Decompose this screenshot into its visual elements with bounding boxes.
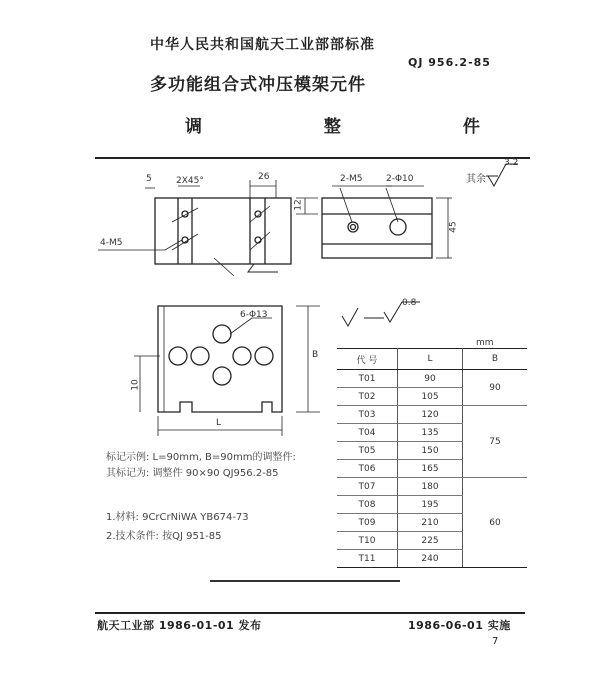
effective-date: 1986-06-01 实施 — [408, 619, 511, 632]
specification-table — [337, 348, 527, 568]
note-material: 1.材料: 9CrCrNiWA YB674-73 — [106, 512, 249, 523]
cell-b: 90 — [463, 370, 528, 406]
issuing-organization: 中华人民共和国航天工业部部标准 — [150, 37, 375, 53]
part-name: 调 整 件 — [185, 117, 538, 137]
cell-code: T04 — [337, 424, 398, 442]
cell-b: 75 — [463, 406, 528, 478]
label-6-phi13: 6-Φ13 — [240, 310, 268, 320]
label-2-m5: 2-M5 — [340, 174, 363, 184]
label-4-m5: 4-M5 — [100, 238, 123, 248]
surface-note: 其余 — [466, 174, 486, 185]
cell-code: T01 — [337, 370, 398, 388]
col-code-header: 代 号 — [337, 349, 398, 370]
cell-l: 90 — [398, 370, 463, 388]
dim-b: B — [312, 350, 319, 360]
dim-45: 45 — [448, 221, 459, 233]
table-row — [337, 406, 527, 424]
table-header-row — [337, 349, 527, 370]
cell-code: T05 — [337, 442, 398, 460]
note-technical-conditions: 2.技术条件: 按QJ 951-85 — [106, 531, 222, 542]
cell-l: 150 — [398, 442, 463, 460]
issue-date: 航天工业部 1986-01-01 发布 — [97, 619, 262, 632]
cell-code: T11 — [337, 550, 398, 568]
cell-code: T09 — [337, 514, 398, 532]
unit-label: mm — [476, 338, 494, 348]
table-row — [337, 478, 527, 496]
middle-rule — [210, 580, 400, 582]
cell-code: T10 — [337, 532, 398, 550]
cell-code: T06 — [337, 460, 398, 478]
dim-l: L — [216, 418, 222, 428]
table-row — [337, 370, 527, 388]
dim-26: 26 — [258, 172, 270, 182]
cell-code: T02 — [337, 388, 398, 406]
cell-l: 135 — [398, 424, 463, 442]
cell-l: 240 — [398, 550, 463, 568]
standard-code: QJ 956.2-85 — [408, 56, 491, 69]
cell-l: 195 — [398, 496, 463, 514]
col-b-header: B — [463, 349, 528, 370]
side-view — [293, 186, 452, 258]
dim-chamfer: 2X45° — [176, 176, 204, 186]
page-number: 7 — [492, 636, 499, 647]
cell-l: 180 — [398, 478, 463, 496]
plan-view — [134, 306, 320, 436]
dim-10: 10 — [130, 379, 141, 391]
roughness-3-2: 3.2 — [504, 158, 519, 168]
label-2-phi10: 2-Φ10 — [386, 174, 414, 184]
cell-l: 165 — [398, 460, 463, 478]
cell-code: T03 — [337, 406, 398, 424]
col-l-header: L — [398, 349, 463, 370]
cell-l: 120 — [398, 406, 463, 424]
marking-example-line1: 标记示例: L=90mm, B=90mm的调整件: — [106, 452, 296, 463]
cell-l: 105 — [398, 388, 463, 406]
cell-b: 60 — [463, 478, 528, 568]
document-title: 多功能组合式冲压模架元件 — [150, 75, 366, 95]
front-view — [98, 180, 291, 276]
roughness-0-8: 0.8 — [402, 298, 417, 308]
cell-l: 225 — [398, 532, 463, 550]
cell-l: 210 — [398, 514, 463, 532]
dim-12: 12 — [293, 199, 304, 211]
dim-5: 5 — [146, 174, 152, 184]
marking-example-line2: 其标记为: 调整件 90×90 QJ956.2-85 — [106, 468, 279, 479]
cell-code: T08 — [337, 496, 398, 514]
cell-code: T07 — [337, 478, 398, 496]
bottom-rule — [95, 612, 525, 614]
